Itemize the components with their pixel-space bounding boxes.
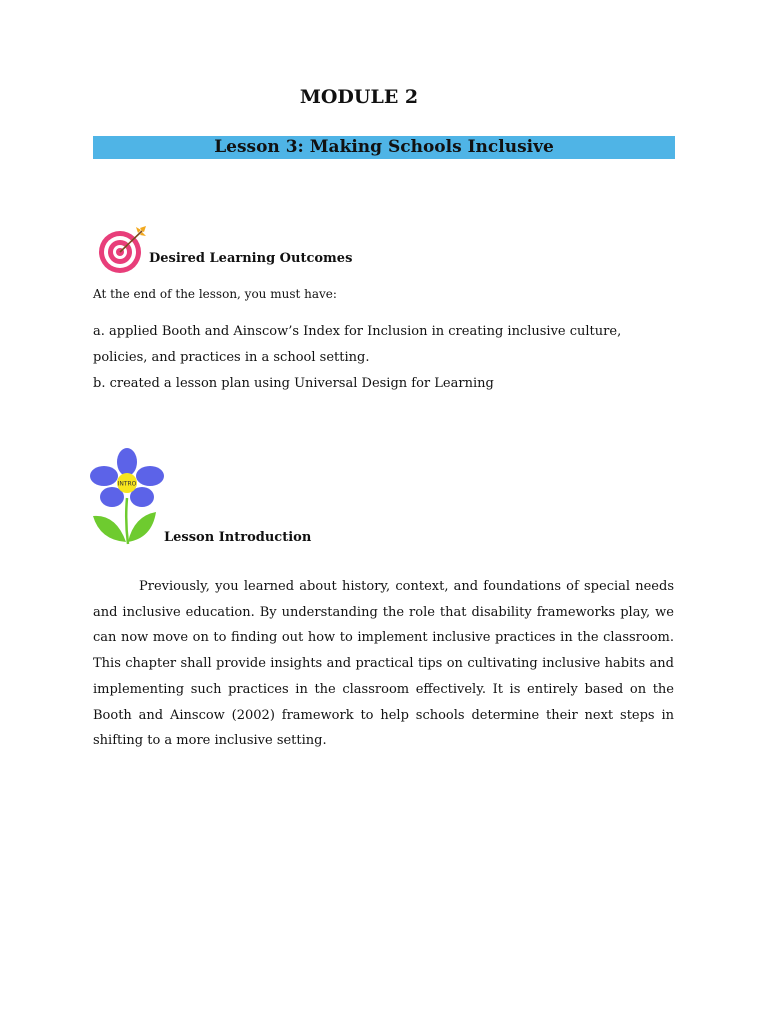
outcomes-intro-text: At the end of the lesson, you must have: bbox=[93, 287, 337, 301]
target-icon bbox=[96, 224, 150, 276]
flower-label: INTRO bbox=[117, 480, 137, 488]
flower-icon bbox=[90, 446, 168, 546]
lesson-title-banner: Lesson 3: Making Schools Inclusive bbox=[93, 136, 675, 159]
outcome-item: a. applied Booth and Ainscow’s Index for Inclusion in creating inclusive culture, policies, and practices in a school setting. bbox=[93, 324, 622, 365]
desired-outcomes-heading: Desired Learning Outcomes bbox=[149, 251, 353, 266]
lesson-introduction-paragraph: Previously, you learned about history, context, and foundations of special needs and inclusive education. By understanding the role that disability frameworks play, we can now move on to finding out how to implement inclusive practices in the classroom. This chapter shall provide insights and practical tips on cultivating inclusive habits and implementing such practices in the classroom effectively. It is entirely based on the Booth and Ainscow (2002) framework to help schools determine their next steps in shifting to a more inclusive setting. bbox=[93, 579, 674, 749]
outcome-item: b. created a lesson plan using Universal Design for Learning bbox=[93, 376, 494, 391]
module-title: MODULE 2 bbox=[299, 86, 419, 108]
outcomes-list bbox=[93, 319, 675, 397]
lesson-introduction-heading: Lesson Introduction bbox=[164, 530, 312, 545]
